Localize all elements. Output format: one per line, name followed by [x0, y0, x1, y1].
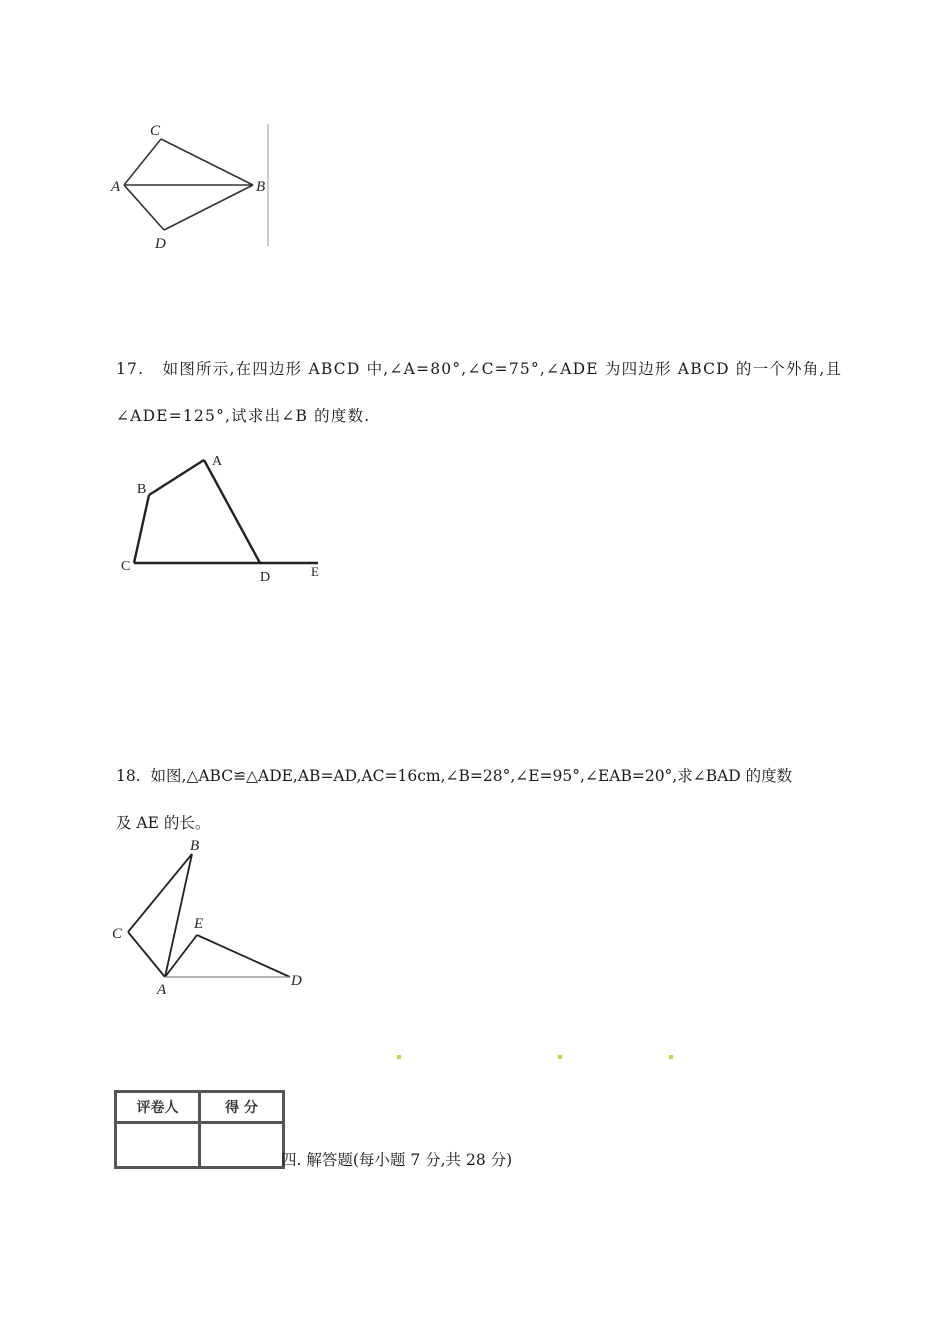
figure-16-quadrilateral	[108, 118, 278, 253]
label-b: B	[256, 179, 266, 195]
label-a: A	[111, 179, 121, 195]
label-c: C	[121, 559, 131, 574]
label-a: A	[157, 982, 167, 998]
question-text-line1: 如图,△ABC≌△ADE,AB=AD,AC=16cm,∠B=28°,∠E=95°,∠EAB=20°,求∠BAD 的度数	[150, 767, 793, 785]
score-header: 得 分	[200, 1092, 284, 1123]
segment-cb	[134, 495, 149, 563]
segment-cb	[128, 854, 192, 932]
score-cell	[200, 1123, 284, 1168]
section-title: 四. 解答题(每小题 7 分,共 28 分)	[281, 1151, 513, 1169]
label-d: D	[260, 570, 271, 583]
segment-ac	[124, 139, 161, 185]
question-text-line1: 如图所示,在四边形 ABCD 中,∠A=80°,∠C=75°,∠ADE 为四边形 ABCD 的一个外角,且	[162, 360, 843, 378]
label-e: E	[311, 564, 319, 579]
label-c: C	[112, 926, 123, 942]
question-text-line2: 及 AE 的长。	[116, 814, 211, 832]
question-text-line2: ∠ADE=125°,试求出∠B 的度数.	[116, 407, 371, 425]
label-e: E	[194, 916, 204, 932]
grader-header: 评卷人	[116, 1092, 200, 1123]
segment-ba	[149, 460, 204, 495]
scan-dot	[669, 1055, 673, 1059]
scan-dot	[397, 1055, 401, 1059]
label-d: D	[155, 236, 166, 252]
scan-dot	[558, 1055, 562, 1059]
score-table	[114, 1090, 285, 1169]
segment-ed	[197, 935, 290, 977]
figure-17-quadrilateral	[112, 448, 332, 583]
segment-db	[164, 185, 253, 230]
grader-cell	[116, 1123, 200, 1168]
label-d: D	[291, 973, 302, 989]
segment-ca	[128, 932, 165, 977]
segment-ad	[124, 185, 164, 230]
question-number: 17.	[116, 360, 145, 378]
question-number: 18.	[116, 767, 141, 785]
segment-cb	[161, 139, 253, 185]
label-a: A	[212, 454, 223, 469]
label-b: B	[190, 838, 200, 854]
figure-18-congruent-triangles	[105, 832, 320, 1002]
label-c: C	[150, 123, 161, 139]
question-17	[116, 346, 842, 440]
label-b: B	[137, 482, 147, 497]
segment-ad	[204, 460, 260, 563]
